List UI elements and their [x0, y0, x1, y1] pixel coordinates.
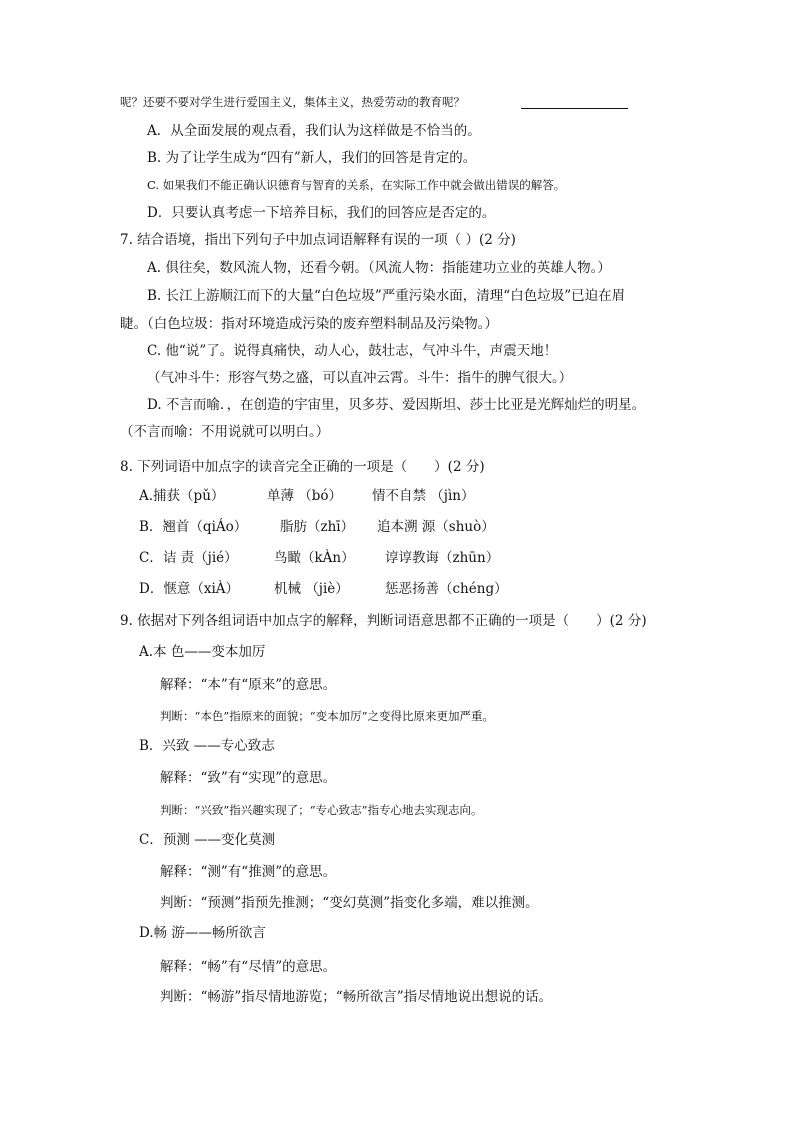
- word-1: 捕获（pǔ）: [153, 488, 225, 504]
- q8-option-d-word-2: 机械 （jiè）: [274, 581, 349, 597]
- option-label: D．: [139, 581, 164, 597]
- option-label: A.: [139, 488, 154, 504]
- q8-stem: 8. 下列词语中加点字的读音完全正确的一项是（ ）(2 分): [120, 459, 485, 475]
- q9-group-c-head: C．预测 ——变化莫测: [139, 832, 276, 848]
- q7-option-d-line2: （不言而喻：不用说就可以明白。）: [120, 424, 330, 440]
- q6-option-c: C. 如果我们不能正确认识德育与智育的关系，在实际工作中就会做出错误的解答。: [147, 178, 566, 192]
- q7-option-c-line1: C. 他“说”了。说得真痛快，动人心，鼓壮志，气冲斗牛，声震天地！: [147, 343, 558, 359]
- q8-option-d: [139, 583, 239, 597]
- q7-option-c-line2: （气冲斗牛：形容气势之盛，可以直冲云霄。斗牛：指牛的脾气很大。）: [147, 370, 573, 386]
- q9-group-c-explain: 解释：“测”有“推测”的意思。: [160, 864, 337, 880]
- q7-option-b-line2: 睫。（白色垃圾：指对环境造成污染的废弃塑料制品及污染物。）: [120, 316, 498, 332]
- q8-option-a-word-2: 单薄 （bó）: [267, 488, 343, 504]
- word-1: 翘首（qiÁo）: [162, 519, 248, 535]
- q9-group-b-explain: 解释：“致”有“实现”的意思。: [160, 770, 337, 786]
- q9-group-a-judge: 判断：“本色”指原来的面貌；“变本加厉”之变得比原来更加严重。: [160, 709, 495, 723]
- q8-option-a-word-3: 情不自禁 （jìn）: [372, 488, 475, 504]
- q7-option-b-line1: B. 长江上游顺江而下的大量“白色垃圾”严重污染水面，清理“白色垃圾”已迫在眉: [147, 288, 626, 304]
- answer-blank[interactable]: [521, 108, 628, 109]
- q6-option-a: A．从全面发展的观点看，我们认为这样做是不恰当的。: [147, 123, 481, 139]
- q8-option-c: [139, 552, 238, 566]
- q6-option-d: D．只要认真考虑一下培养目标，我们的回答应是否定的。: [147, 205, 496, 221]
- q9-group-a-head: A.本 色——变本加厉: [139, 644, 266, 660]
- q9-group-d-explain: 解释：“畅”有“尽情”的意思。: [160, 959, 337, 975]
- q9-group-d-judge: 判断：“畅游”指尽情地游览；“畅所欲言”指尽情地说出想说的话。: [160, 989, 553, 1005]
- q8-option-c-word-2: 鸟瞰（kÀn）: [274, 550, 355, 566]
- q9-group-b-judge: 判断：“兴致”指兴趣实现了；“专心致志”指专心地去实现志向。: [160, 803, 483, 817]
- q8-option-b-word-2: 脂肪（zhī）: [280, 519, 355, 535]
- option-label: B．: [139, 519, 163, 535]
- q9-stem: 9. 依据对下列各组词语中加点字的解释，判断词语意思都不正确的一项是（ ）(2 分): [120, 613, 647, 629]
- q7-stem: 7. 结合语境，指出下列句子中加点词语解释有误的一项（ ）(2 分): [120, 232, 516, 248]
- q8-option-b-word-3: 追本溯 源（shuò）: [377, 519, 495, 535]
- word-1: 诘 责（jié）: [162, 550, 238, 566]
- q9-group-d-head: D.畅 游——畅所欲言: [139, 925, 266, 941]
- q8-option-a: [139, 490, 224, 504]
- q8-option-d-word-3: 惩恶扬善（chéng）: [385, 581, 508, 597]
- q9-group-a-explain: 解释：“本”有“原来”的意思。: [160, 677, 337, 693]
- q6-stem-end: 呢？还要不要对学生进行爱国主义，集体主义，热爱劳动的教育呢？: [120, 95, 465, 109]
- q7-option-a: A. 俱往矣，数风流人物，还看今朝。（风流人物：指能建功立业的英雄人物。）: [147, 260, 611, 276]
- word-1: 惬意（xiÀ）: [163, 581, 240, 597]
- q9-group-c-judge: 判断：“预测”指预先推测；“变幻莫测”指变化多端，难以推测。: [160, 895, 539, 911]
- q7-option-d-line1: D. 不言而喻．，在创造的宇宙里，贝多芬、爱因斯坦、莎士比亚是光辉灿烂的明星。: [147, 397, 646, 413]
- q8-option-c-word-3: 谆谆教诲（zhūn）: [385, 550, 500, 566]
- q6-option-b: B. 为了让学生成为“四有”新人，我们的回答是肯定的。: [147, 150, 477, 166]
- q8-option-b: [139, 521, 247, 535]
- option-label: C．: [139, 550, 163, 566]
- q9-group-b-head: B．兴致 ——专心致志: [139, 738, 275, 754]
